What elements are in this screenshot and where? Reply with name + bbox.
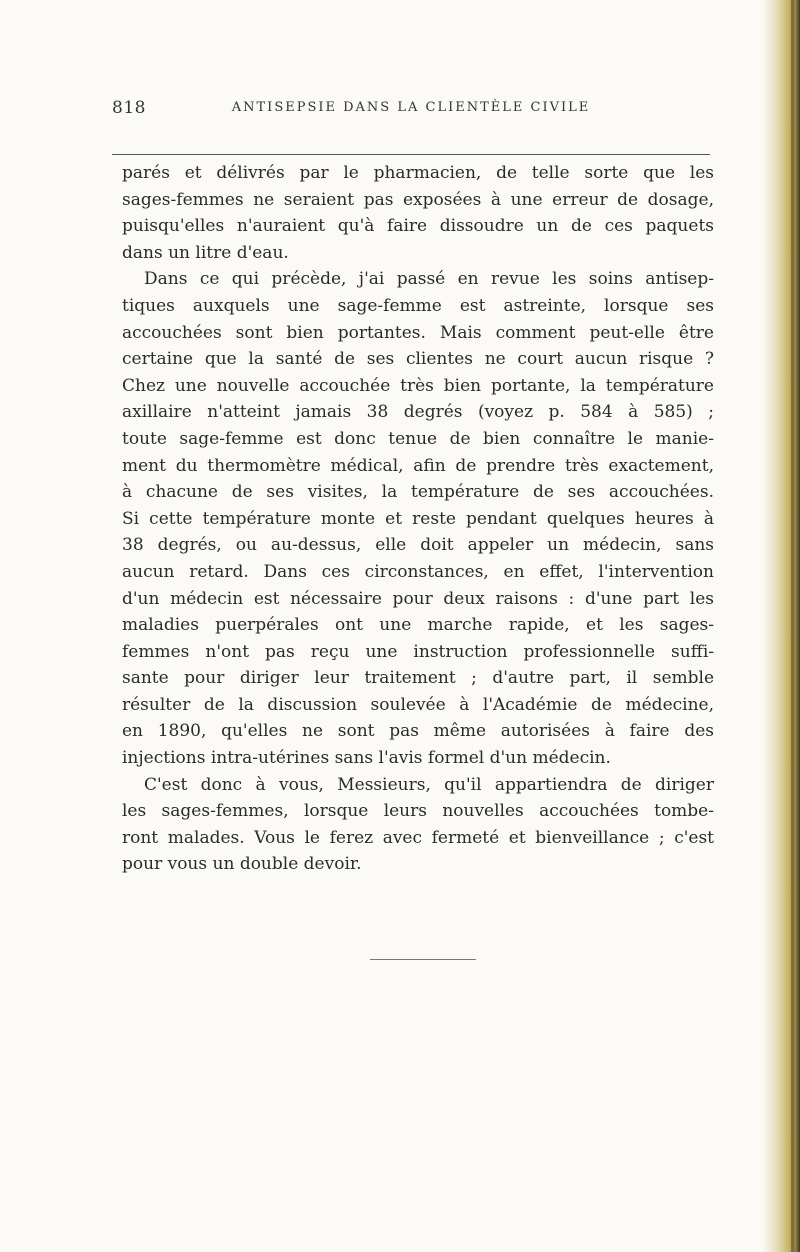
text-line: puisqu'elles n'auraient qu'à faire dissoudre un de ces paquets xyxy=(122,216,714,237)
text-line: ment du thermomètre médical, afin de prendre très exactement, xyxy=(122,455,714,476)
text-line: Dans ce qui précède, j'ai passé en revue les soins antisep- xyxy=(144,269,714,290)
page-number: 818 xyxy=(112,98,146,118)
text-line: certaine que la santé de ses clientes ne court aucun risque ? xyxy=(122,349,714,370)
text-line: en 1890, qu'elles ne sont pas même autorisées à faire des xyxy=(122,721,714,742)
text-line: axillaire n'atteint jamais 38 degrés (voyez p. 584 à 585) ; xyxy=(122,402,714,423)
text-line: les sages-femmes, lorsque leurs nouvelles accouchées tombe- xyxy=(122,801,714,822)
text-line: toute sage-femme est donc tenue de bien connaître le manie- xyxy=(122,428,714,449)
page-binding-shadow xyxy=(791,0,794,1252)
text-line: parés et délivrés par le pharmacien, de telle sorte que les xyxy=(122,163,714,183)
text-line: dans un litre d'eau. xyxy=(122,242,289,263)
text-line: Si cette température monte et reste pendant quelques heures à xyxy=(122,508,714,529)
text-line: d'un médecin est nécessaire pour deux raisons : d'une part les xyxy=(122,588,714,609)
text-line: ront malades. Vous le ferez avec fermeté et bienveillance ; c'est xyxy=(122,827,714,848)
text-line: C'est donc à vous, Messieurs, qu'il appartiendra de diriger xyxy=(144,774,714,795)
text-line: accouchées sont bien portantes. Mais comment peut-elle être xyxy=(122,322,714,343)
body-text xyxy=(122,160,714,878)
text-line: 38 degrés, ou au-dessus, elle doit appeler un médecin, sans xyxy=(122,535,714,556)
text-line: sages-femmes ne seraient pas exposées à une erreur de dosage, xyxy=(122,189,714,210)
text-line: résulter de la discussion soulevée à l'Académie de médecine, xyxy=(122,694,714,715)
text-line: maladies puerpérales ont une marche rapide, et les sages- xyxy=(122,615,714,636)
text-line: aucun retard. Dans ces circonstances, en effet, l'intervention xyxy=(122,561,714,582)
text-line: sante pour diriger leur traitement ; d'autre part, il semble xyxy=(122,668,714,689)
text-line: injections intra-utérines sans l'avis formel d'un médecin. xyxy=(122,748,611,769)
text-line: femmes n'ont pas reçu une instruction professionnelle suffi- xyxy=(122,641,714,662)
text-line: pour vous un double devoir. xyxy=(122,854,362,875)
running-head: ANTISEPSIE DANS LA CLIENTÈLE CIVILE xyxy=(231,100,591,115)
text-line: à chacune de ses visites, la température de ses accouchées. xyxy=(122,482,714,503)
header-rule xyxy=(112,154,710,155)
page-binding-edge xyxy=(762,0,800,1252)
end-rule xyxy=(370,959,476,960)
text-line: Chez une nouvelle accouchée très bien portante, la température xyxy=(122,375,714,396)
text-line: tiques auxquels une sage-femme est astreinte, lorsque ses xyxy=(122,295,714,316)
page-header xyxy=(112,98,710,128)
